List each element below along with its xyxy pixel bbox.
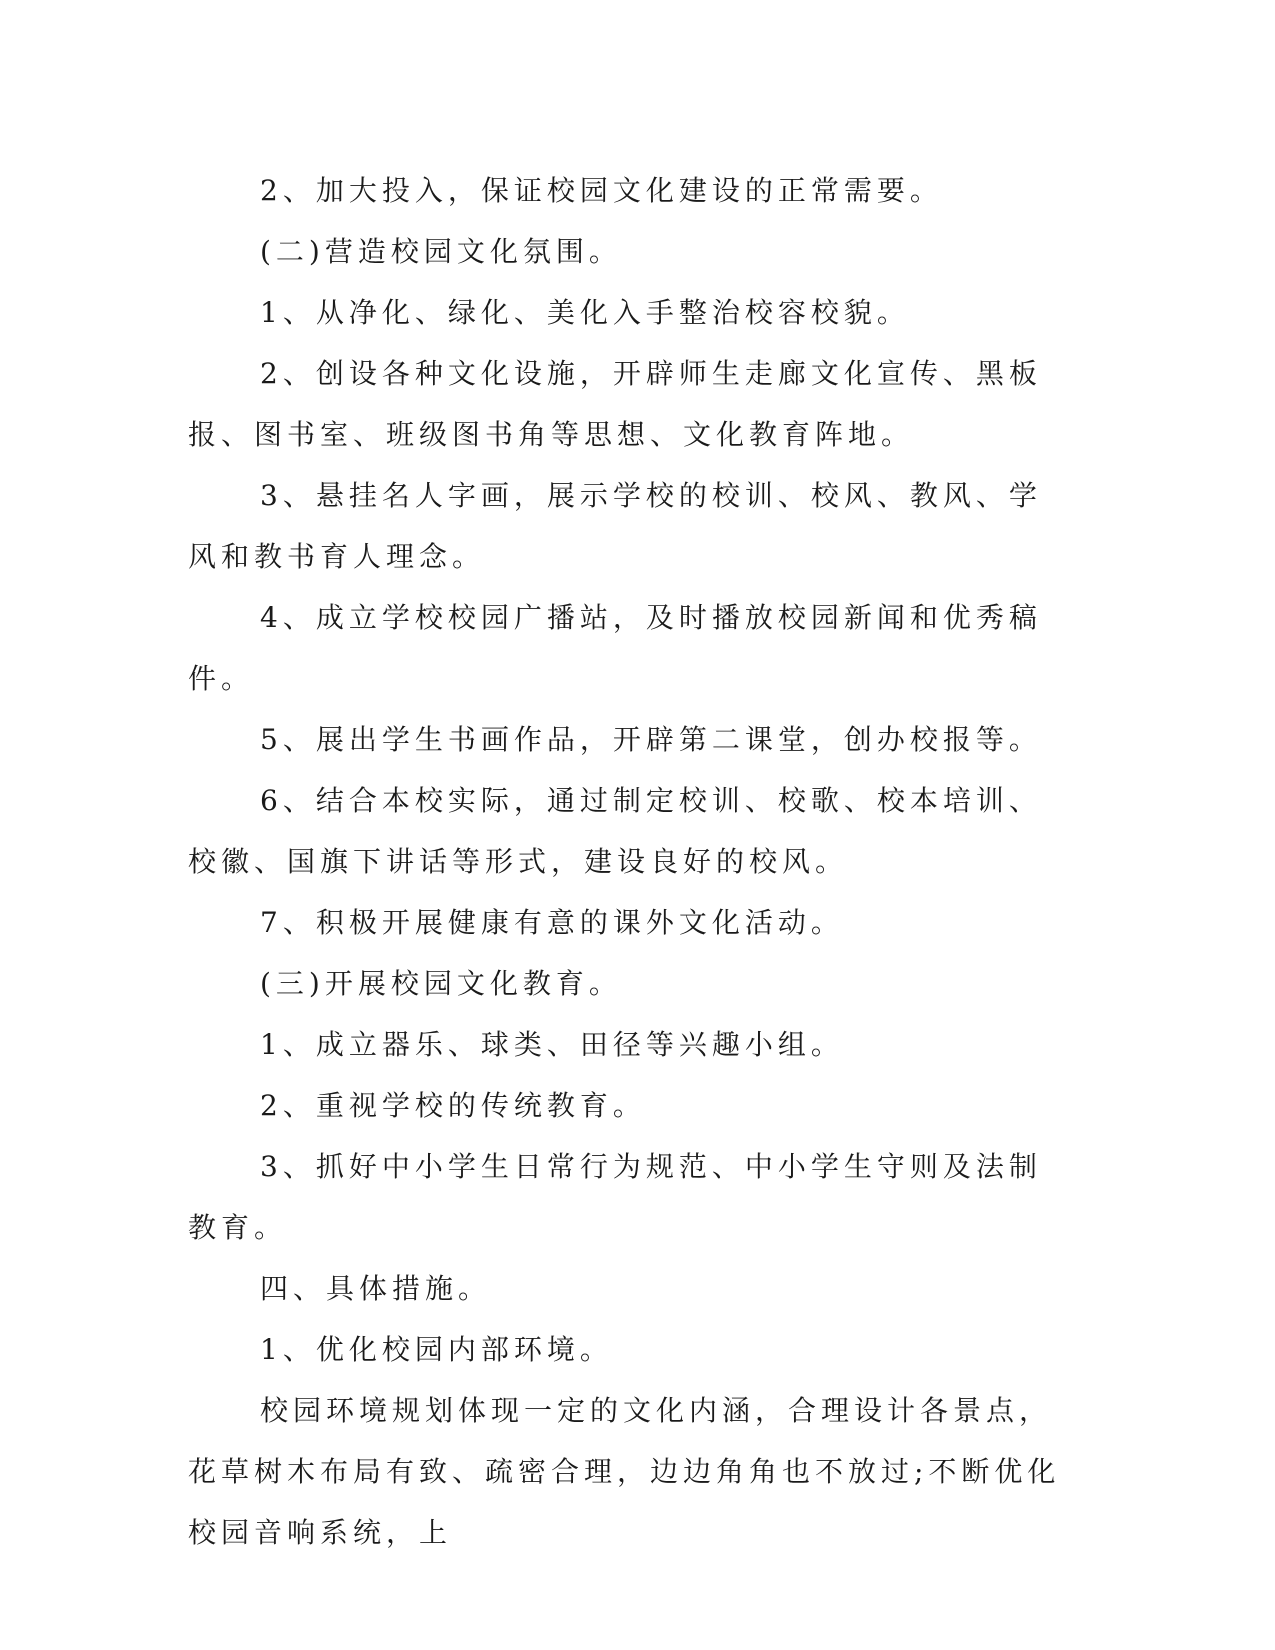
paragraph-interest-groups: 1、成立器乐、球类、田径等兴趣小组。 — [260, 1028, 844, 1061]
paragraph-optimize-environment: 1、优化校园内部环境。 — [260, 1333, 613, 1366]
paragraph-conduct: 3、抓好中小学生日常行为规范、中小学生守则及法制教育。 — [188, 1150, 1042, 1244]
paragraph-environment-detail: 校园环境规划体现一定的文化内涵，合理设计各景点，花草树木布局有致、疏密合理，边边角角也不放过;不断优化校园音响系统，上 — [188, 1394, 1061, 1549]
paragraph-artworks: 5、展出学生书画作品，开辟第二课堂，创办校报等。 — [260, 723, 1042, 756]
paragraph-activities: 7、积极开展健康有意的课外文化活动。 — [260, 906, 844, 939]
paragraph-greening: 1、从净化、绿化、美化入手整治校容校貌。 — [260, 296, 910, 329]
document-body — [188, 160, 1068, 1563]
paragraph-facilities: 2、创设各种文化设施，开辟师生走廊文化宣传、黑板报、图书室、班级图书角等思想、文化教育阵地。 — [188, 357, 1042, 451]
section-heading-atmosphere: (二)营造校园文化氛围。 — [260, 235, 622, 268]
paragraph-tradition: 2、重视学校的传统教育。 — [260, 1089, 646, 1122]
section-heading-education: (三)开展校园文化教育。 — [260, 967, 622, 1000]
paragraph-calligraphy: 3、悬挂名人字画，展示学校的校训、校风、教风、学风和教书育人理念。 — [188, 479, 1042, 573]
paragraph-school-spirit: 6、结合本校实际，通过制定校训、校歌、校本培训、校徽、国旗下讲话等形式，建设良好的校风。 — [188, 784, 1042, 878]
paragraph-broadcast: 4、成立学校校园广播站，及时播放校园新闻和优秀稿件。 — [188, 601, 1042, 695]
section-heading-measures: 四、具体措施。 — [260, 1272, 492, 1305]
paragraph-funding: 2、加大投入，保证校园文化建设的正常需要。 — [260, 174, 943, 207]
